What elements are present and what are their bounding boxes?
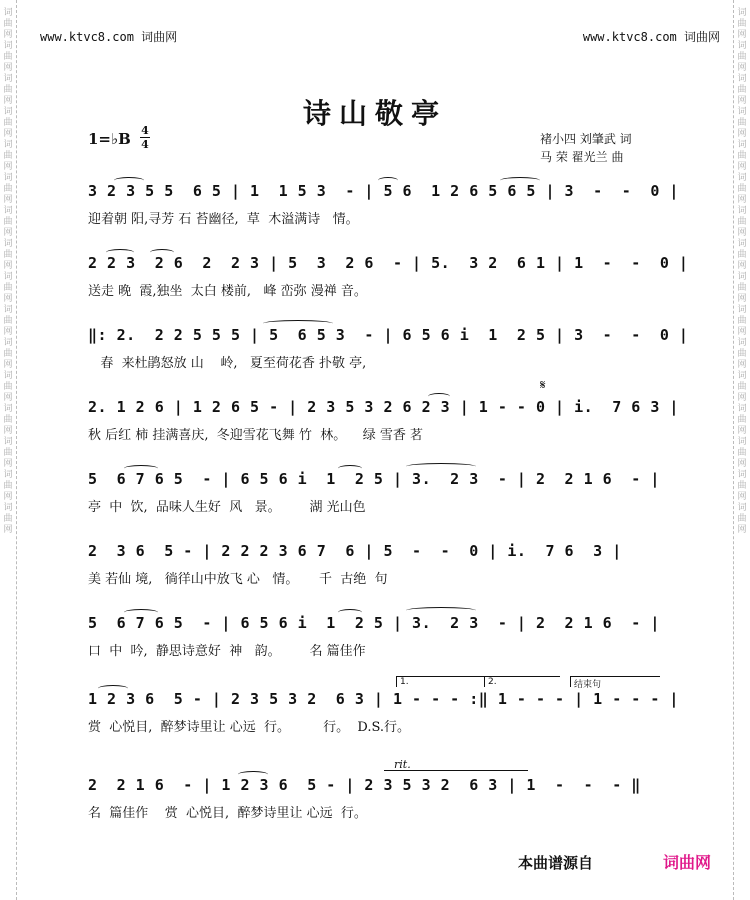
notation-line-1: 3 2 3 5 5 6 5 | 1 1 5 3 - | 5 6 1 2 6 5 6 5 | 3 - - 0 | — [88, 182, 679, 200]
ritardando-bracket — [384, 770, 528, 771]
lyrics-line-1: 迎着朝 阳,寻芳 石 苔幽径, 草 木溢满诗 情。 — [88, 212, 359, 227]
lyrics-line-9: 名 篇佳作 赏 心悦目, 醉梦诗里让 心远 行。 — [88, 806, 367, 821]
ritardando-mark: rit. — [394, 758, 411, 771]
slur — [338, 609, 362, 616]
header-url-right[interactable]: www.ktvc8.com 词曲网 — [582, 30, 720, 44]
notation-line-2: 2 2 3 2 6 2 2 3 | 5 3 2 6 - | 5. 3 2 6 1 | 1 - - 0 | — [88, 254, 689, 272]
lyrics-line-6: 美 若仙 境, 徜徉山中放飞 心 情。 千 古绝 句 — [88, 572, 388, 587]
notation-line-8: 1 2 3 6 5 - | 2 3 5 3 2 6 3 | 1 - - - :‖ 1 - - - | 1 - - - | — [88, 690, 679, 708]
slur — [124, 609, 158, 616]
slur — [428, 393, 450, 400]
slur — [378, 177, 398, 184]
left-side-watermark: 词曲网词曲网词曲网词曲网词曲网词曲网词曲网词曲网词曲网词曲网词曲网词曲网词曲网词曲网词曲网词曲网 — [3, 8, 13, 535]
slur — [124, 465, 158, 472]
notation-line-5: 5 6 7 6 5 - | 6 5 6 i 1 2 5 | 3. 2 3 - | 2 2 1 6 - | — [88, 470, 660, 488]
lyrics-line-4: 秋 后红 柿 挂满喜庆, 冬迎雪花飞舞 竹 林。 绿 雪香 茗 — [88, 428, 423, 443]
song-title: 诗山敬亭 — [302, 97, 447, 130]
lyrics-line-5: 亭 中 饮, 品味人生好 风 景。 湖 光山色 — [88, 500, 366, 515]
time-signature-top: 4 — [141, 124, 149, 137]
composer-credit: 马 荣 翟光兰 曲 — [540, 150, 624, 164]
slur — [500, 177, 540, 184]
header-url-left[interactable]: www.ktvc8.com 词曲网 — [40, 30, 178, 44]
right-side-watermark: 词曲网词曲网词曲网词曲网词曲网词曲网词曲网词曲网词曲网词曲网词曲网词曲网词曲网词曲网词曲网词曲网 — [737, 8, 747, 535]
footer-source-text: 本曲谱源自 — [518, 854, 594, 872]
time-signature — [140, 125, 150, 150]
segno-sign: 𝄋 — [540, 378, 546, 393]
slur — [238, 771, 268, 778]
notation-line-3: ‖: 2. 2 2 5 5 5 | 5 6 5 3 - | 6 5 6 i 1 2 5 | 3 - - 0 | — [88, 326, 689, 344]
coda-ending-label: 结束句 — [570, 676, 660, 687]
lyrics-line-2: 送走 晚 霞,独坐 太白 楼前, 峰 峦弥 漫禅 音。 — [88, 284, 367, 299]
notation-line-6: 2 3 6 5 - | 2 2 2 3 6 7 6 | 5 - - 0 | i. 7 6 3 | — [88, 542, 622, 560]
slur — [150, 249, 174, 256]
lyricist-credit: 褚小四 刘肇武 词 — [540, 132, 632, 146]
slur — [98, 685, 128, 692]
slur — [263, 320, 333, 327]
slur — [406, 607, 476, 614]
lyrics-line-3: 春 来杜鹃怒放 山 岭, 夏至荷花香 扑敬 亭, — [88, 356, 367, 371]
slur — [406, 463, 476, 470]
slur — [106, 249, 134, 256]
notation-line-9: 2 2 1 6 - | 1 2 3 6 5 - | 2 3 5 3 2 6 3 | 1 - - - ‖ — [88, 776, 641, 794]
time-signature-bottom: 4 — [141, 138, 149, 151]
footer-brand-link[interactable]: 词曲网 — [663, 853, 712, 872]
lyrics-line-8: 赏 心悦目, 醉梦诗里让 心远 行。 行。 D.S.行。 — [88, 720, 411, 735]
volta-second-ending: 2. — [484, 676, 560, 687]
slur — [338, 465, 362, 472]
notation-line-7: 5 6 7 6 5 - | 6 5 6 i 1 2 5 | 3. 2 3 - | 2 2 1 6 - | — [88, 614, 660, 632]
notation-line-4: 2. 1 2 6 | 1 2 6 5 - | 2 3 5 3 2 6 2 3 | 1 - - 0 | i. 7 6 3 | — [88, 398, 679, 416]
lyrics-line-7: 口 中 吟, 静思诗意好 神 韵。 名 篇佳作 — [88, 644, 366, 659]
volta-first-ending: 1. — [396, 676, 486, 687]
key-signature: 1=♭B — [88, 130, 131, 148]
slur — [114, 177, 144, 184]
